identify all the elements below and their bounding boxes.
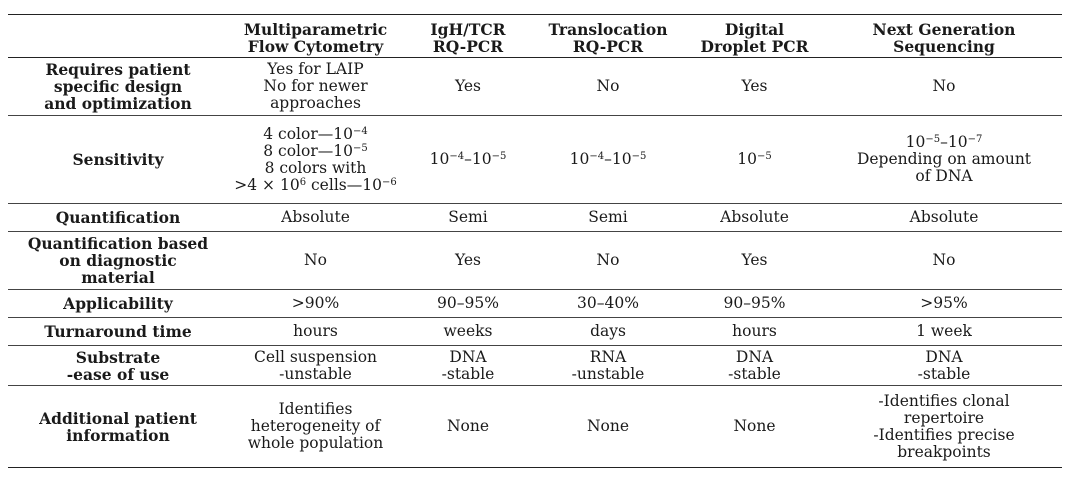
cell-text-line: Multiparametric: [243, 20, 388, 39]
cell-text-line: -ease of use: [66, 364, 170, 384]
table-cell: [403, 58, 533, 116]
cell-text-line: Yes for LAIP: [267, 60, 364, 78]
cell-text-line: -unstable: [279, 364, 352, 383]
cell-text-line: >90%: [291, 294, 340, 312]
cell-text-line: Additional patient: [39, 408, 197, 428]
cell-text-line: None: [733, 417, 776, 435]
table-cell: [533, 232, 683, 290]
table-cell: [533, 290, 683, 318]
table-cell: [228, 346, 403, 386]
cell-text-line: and optimization: [44, 94, 192, 113]
cell-text-line: Droplet PCR: [700, 37, 809, 56]
table-cell: [403, 204, 533, 232]
cell-text-line: $10^{-5}$: [737, 150, 772, 168]
cell-text-line: None: [446, 417, 490, 435]
cell-text-line: whole population: [247, 434, 384, 452]
table-row: [8, 204, 1062, 232]
table-cell: [683, 116, 826, 204]
cell-text-line: -Identifies precise: [873, 425, 1015, 444]
cell-text-line: 1 week: [916, 322, 972, 340]
column-header: [533, 15, 683, 58]
cell-text-line: hours: [732, 322, 777, 340]
cell-text-line: -Identifies clonal: [878, 391, 1010, 410]
cell-text-line: Applicability: [63, 294, 173, 313]
table-cell: [826, 58, 1062, 116]
column-header: [683, 15, 826, 58]
comparison-table: [8, 14, 1062, 468]
table-cell: [403, 116, 533, 204]
cell-text-line: -stable: [441, 364, 495, 383]
cell-text-line: DNA: [735, 347, 774, 366]
cell-text-line: No: [932, 251, 956, 269]
cell-text-line: Depending on amount: [856, 150, 1032, 168]
cell-text-line: $>4 \times 10^6$ $cells—10^{-6}$: [234, 175, 397, 194]
column-header: [826, 15, 1062, 58]
cell-text-line: Absolute: [909, 208, 979, 226]
cell-text-line: DNA: [449, 347, 487, 366]
cell-text-line: 90–95%: [437, 294, 499, 312]
table-cell: [403, 290, 533, 318]
cell-text-line: No: [596, 251, 620, 269]
table-cell: [403, 232, 533, 290]
row-header: [8, 232, 228, 290]
row-header: [8, 346, 228, 386]
table-row: [8, 386, 1062, 468]
row-header: [8, 204, 228, 232]
cell-text-line: Yes: [741, 251, 768, 269]
cell-text-line: Quantification: [55, 208, 181, 227]
table-body: [8, 58, 1062, 468]
table-cell: [403, 318, 533, 346]
table-cell: [533, 58, 683, 116]
cell-text-line: Yes: [454, 77, 481, 95]
cell-text-line: IgH/TCR: [430, 20, 506, 39]
cell-text-line: Quantification based: [27, 234, 209, 253]
cell-text-line: Turnaround time: [44, 322, 192, 341]
table-cell: [826, 204, 1062, 232]
table-cell: [533, 204, 683, 232]
table-cell: [826, 318, 1062, 346]
cell-text-line: Substrate: [75, 347, 161, 367]
cell-text-line: No: [932, 77, 956, 95]
cell-text-line: of DNA: [915, 167, 973, 185]
table-row: [8, 318, 1062, 346]
cell-text-line: Sequencing: [893, 37, 995, 56]
cell-text-line: 4 $color—10^{-4}$: [263, 124, 368, 143]
cell-text-line: -unstable: [571, 364, 645, 383]
cell-text-line: breakpoints: [897, 442, 991, 461]
cell-text-line: >95%: [920, 294, 968, 312]
cell-text-line: on diagnostic: [59, 251, 177, 270]
table-cell: [228, 58, 403, 116]
cell-text-line: days: [590, 322, 626, 340]
table-row: [8, 346, 1062, 386]
cell-text-line: 30–40%: [577, 294, 639, 312]
cell-text-line: heterogeneity of: [250, 417, 381, 435]
table-cell: [683, 290, 826, 318]
table-cell: [826, 386, 1062, 468]
cell-text-line: Yes: [454, 251, 481, 269]
cell-text-line: 90–95%: [723, 294, 786, 312]
cell-text-line: repertoire: [903, 408, 985, 427]
column-header: [228, 15, 403, 58]
corner-header: [8, 15, 228, 58]
table-cell: [683, 232, 826, 290]
cell-text-line: hours: [293, 322, 338, 340]
table-cell: [228, 116, 403, 204]
cell-text-line: Requires patient: [45, 60, 191, 79]
cell-text-line: $10^{-4}-10^{-5}$: [429, 150, 507, 168]
cell-text-line: Sensitivity: [72, 150, 164, 169]
table-row: [8, 116, 1062, 204]
table-cell: [403, 386, 533, 468]
cell-text-line: None: [586, 417, 630, 435]
cell-text-line: No for newer: [263, 77, 368, 95]
table-cell: [826, 116, 1062, 204]
table-row: [8, 58, 1062, 116]
cell-text-line: Yes: [741, 77, 768, 95]
table-cell: [228, 204, 403, 232]
cell-text-line: Digital: [724, 20, 785, 39]
cell-text-line: information: [66, 425, 170, 445]
table-cell: [826, 232, 1062, 290]
cell-text-line: $10^{-5}-10^{-7}$: [905, 133, 983, 151]
header-row: [8, 15, 1062, 58]
table-cell: [533, 386, 683, 468]
table-cell: [533, 346, 683, 386]
table-cell: [683, 318, 826, 346]
table-cell: [826, 290, 1062, 318]
table-cell: [683, 346, 826, 386]
cell-text-line: Translocation: [548, 20, 668, 39]
row-header: [8, 58, 228, 116]
table-cell: [228, 232, 403, 290]
cell-text-line: approaches: [270, 94, 361, 112]
cell-text-line: Semi: [588, 208, 628, 226]
table-cell: [228, 386, 403, 468]
cell-text-line: Semi: [448, 208, 488, 226]
table-cell: [826, 346, 1062, 386]
table-row: [8, 232, 1062, 290]
table-cell: [403, 346, 533, 386]
cell-text-line: material: [81, 268, 155, 287]
row-header: [8, 290, 228, 318]
table-cell: [228, 290, 403, 318]
cell-text-line: specific design: [53, 77, 183, 96]
cell-text-line: $10^{-4}-10^{-5}$: [569, 150, 647, 168]
table-cell: [533, 318, 683, 346]
cell-text-line: Next Generation: [872, 20, 1016, 39]
cell-text-line: 8 colors with: [264, 158, 367, 177]
table-cell: [533, 116, 683, 204]
cell-text-line: No: [304, 251, 327, 269]
cell-text-line: Absolute: [281, 208, 350, 226]
row-header: [8, 116, 228, 204]
table-cell: [228, 318, 403, 346]
column-header: [403, 15, 533, 58]
cell-text-line: weeks: [443, 322, 493, 340]
cell-text-line: Cell suspension: [253, 347, 378, 366]
cell-text-line: Absolute: [720, 208, 789, 226]
cell-text-line: RQ-PCR: [572, 37, 644, 56]
cell-text-line: RNA: [589, 347, 627, 366]
cell-text-line: RQ-PCR: [432, 37, 504, 56]
table-cell: [683, 204, 826, 232]
table-cell: [683, 58, 826, 116]
table-row: [8, 290, 1062, 318]
cell-text-line: Flow Cytometry: [247, 37, 384, 56]
cell-text-line: Identifies: [278, 400, 353, 418]
row-header: [8, 386, 228, 468]
cell-text-line: -stable: [728, 364, 781, 383]
cell-text-line: -stable: [917, 364, 971, 383]
table-cell: [683, 386, 826, 468]
cell-text-line: No: [596, 77, 620, 95]
cell-text-line: 8 $color—10^{-5}$: [263, 141, 368, 160]
cell-text-line: DNA: [925, 347, 963, 366]
row-header: [8, 318, 228, 346]
